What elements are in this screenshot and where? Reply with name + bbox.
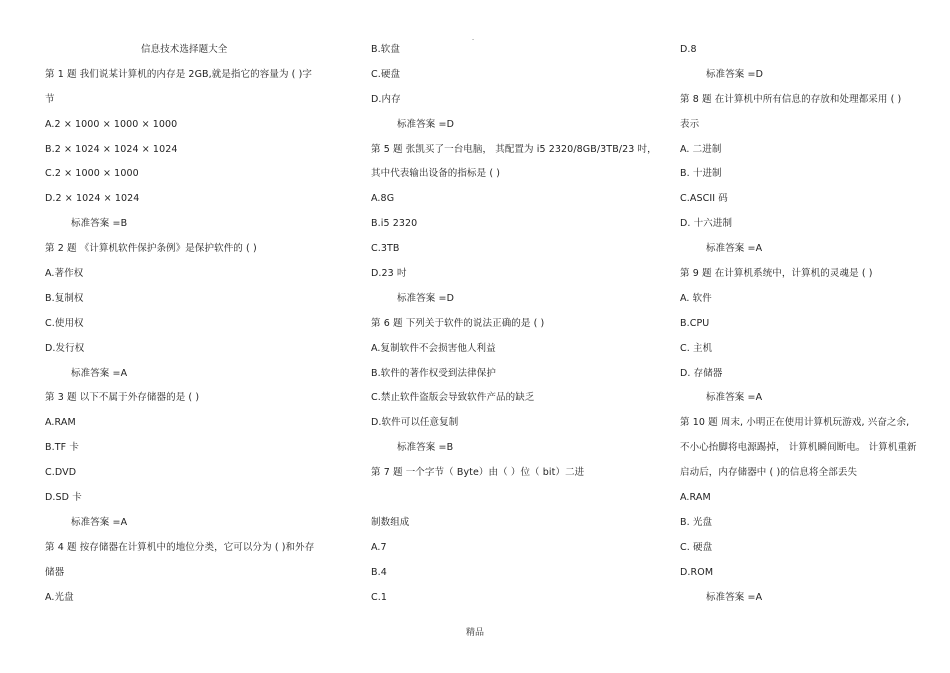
- text-line: A. 二进制: [680, 143, 722, 155]
- text-line: D.软件可以任意复制: [371, 417, 459, 429]
- text-line: 标准答案 =D: [397, 118, 454, 130]
- text-line: 标准答案 =B: [397, 442, 454, 454]
- text-line: D.发行权: [45, 342, 85, 354]
- column-2: [371, 44, 661, 616]
- text-line: 表示: [680, 118, 700, 130]
- text-line: A.2 × 1000 × 1000 × 1000: [45, 118, 178, 130]
- text-line: A.复制软件不会损害他人利益: [371, 342, 496, 354]
- text-line: A.著作权: [45, 268, 84, 280]
- text-line: C. 硬盘: [680, 541, 713, 553]
- text-line: D.内存: [371, 93, 401, 105]
- text-line: B.4: [371, 566, 387, 578]
- text-line: B.i5 2320: [371, 218, 418, 230]
- text-line: 第 4 题 按存储器在计算机中的地位分类，它可以分为 ( )和外存: [45, 541, 315, 553]
- text-line: C.使用权: [45, 317, 84, 329]
- text-line: C.硬盘: [371, 68, 401, 80]
- text-line: 第 5 题 张凯买了一台电脑， 其配置为 i5 2320/8GB/3TB/23 吋，: [371, 143, 657, 155]
- text-line: B. 十进制: [680, 168, 722, 180]
- text-line: 储器: [45, 566, 65, 578]
- text-line: 标准答案 =A: [706, 392, 763, 404]
- text-line: D. 存储器: [680, 367, 723, 379]
- text-line: C.ASCII 码: [680, 193, 728, 205]
- text-line: A.8G: [371, 193, 395, 205]
- text-line: 第 3 题 以下不属于外存储器的是 ( ): [45, 392, 200, 404]
- text-line: 信息技术选择题大全: [141, 44, 228, 55]
- text-line: D.2 × 1024 × 1024: [45, 193, 140, 205]
- text-line: 第 10 题 周末, 小明正在使用计算机玩游戏, 兴奋之余,: [680, 417, 910, 429]
- text-line: A.RAM: [680, 492, 711, 504]
- text-line: 第 2 题 《计算机软件保护条例》是保护软件的 ( ): [45, 243, 257, 255]
- text-line: 第 6 题 下列关于软件的说法正确的是 ( ): [371, 317, 545, 329]
- text-line: 其中代表输出设备的指标是 ( ): [371, 168, 501, 180]
- text-line: 不小心抬脚将电源踢掉， 计算机瞬间断电。 计算机重新: [680, 442, 917, 454]
- text-line: B.软盘: [371, 44, 400, 55]
- text-line: D.ROM: [680, 566, 714, 578]
- text-line: D.8: [680, 44, 697, 55]
- text-line: 第 8 题 在计算机中所有信息的存放和处理都采用 ( ): [680, 93, 902, 105]
- text-line: B.CPU: [680, 317, 710, 329]
- page-footer: 精品: [465, 628, 484, 638]
- text-line: A.RAM: [45, 417, 76, 429]
- text-line: 标准答案 =D: [706, 68, 763, 80]
- column-1: [45, 44, 335, 616]
- text-line: 标准答案 =A: [706, 591, 763, 603]
- text-line: B.复制权: [45, 292, 84, 304]
- text-line: 节: [45, 93, 55, 105]
- text-line: 标准答案 =D: [397, 292, 454, 304]
- text-line: A. 软件: [680, 292, 712, 304]
- column-3: [680, 44, 950, 616]
- text-line: 第 7 题 一个字节（ Byte）由（ ）位（ bit）二进: [371, 467, 585, 479]
- text-line: D. 十六进制: [680, 218, 733, 230]
- text-line: D.SD 卡: [45, 492, 82, 504]
- text-line: 第 9 题 在计算机系统中，计算机的灵魂是 ( ): [680, 268, 873, 280]
- text-line: C.DVD: [45, 467, 77, 479]
- text-line: B.TF 卡: [45, 442, 79, 454]
- text-line: C.3TB: [371, 243, 400, 255]
- text-line: 制数组成: [371, 516, 410, 528]
- text-line: C.禁止软件盗版会导致软件产品的缺乏: [371, 392, 535, 404]
- text-line: B.软件的著作权受到法律保护: [371, 367, 496, 379]
- text-line: C. 主机: [680, 342, 713, 354]
- text-line: D.23 吋: [371, 268, 407, 280]
- text-line: B.2 × 1024 × 1024 × 1024: [45, 143, 178, 155]
- text-line: 第 1 题 我们说某计算机的内存是 2GB,就是指它的容量为 ( )字: [45, 68, 313, 80]
- text-line: 标准答案 =B: [71, 218, 128, 230]
- text-line: C.1: [371, 591, 387, 603]
- text-line: 标准答案 =A: [71, 516, 128, 528]
- top-mark: -: [472, 36, 475, 43]
- text-line: B. 光盘: [680, 516, 713, 528]
- text-line: C.2 × 1000 × 1000: [45, 168, 139, 180]
- text-line: A.7: [371, 541, 387, 553]
- text-line: 标准答案 =A: [706, 243, 763, 255]
- text-line: 标准答案 =A: [71, 367, 128, 379]
- text-line: 启动后，内存储器中 ( )的信息将全部丢失: [680, 467, 858, 479]
- text-line: A.光盘: [45, 591, 74, 603]
